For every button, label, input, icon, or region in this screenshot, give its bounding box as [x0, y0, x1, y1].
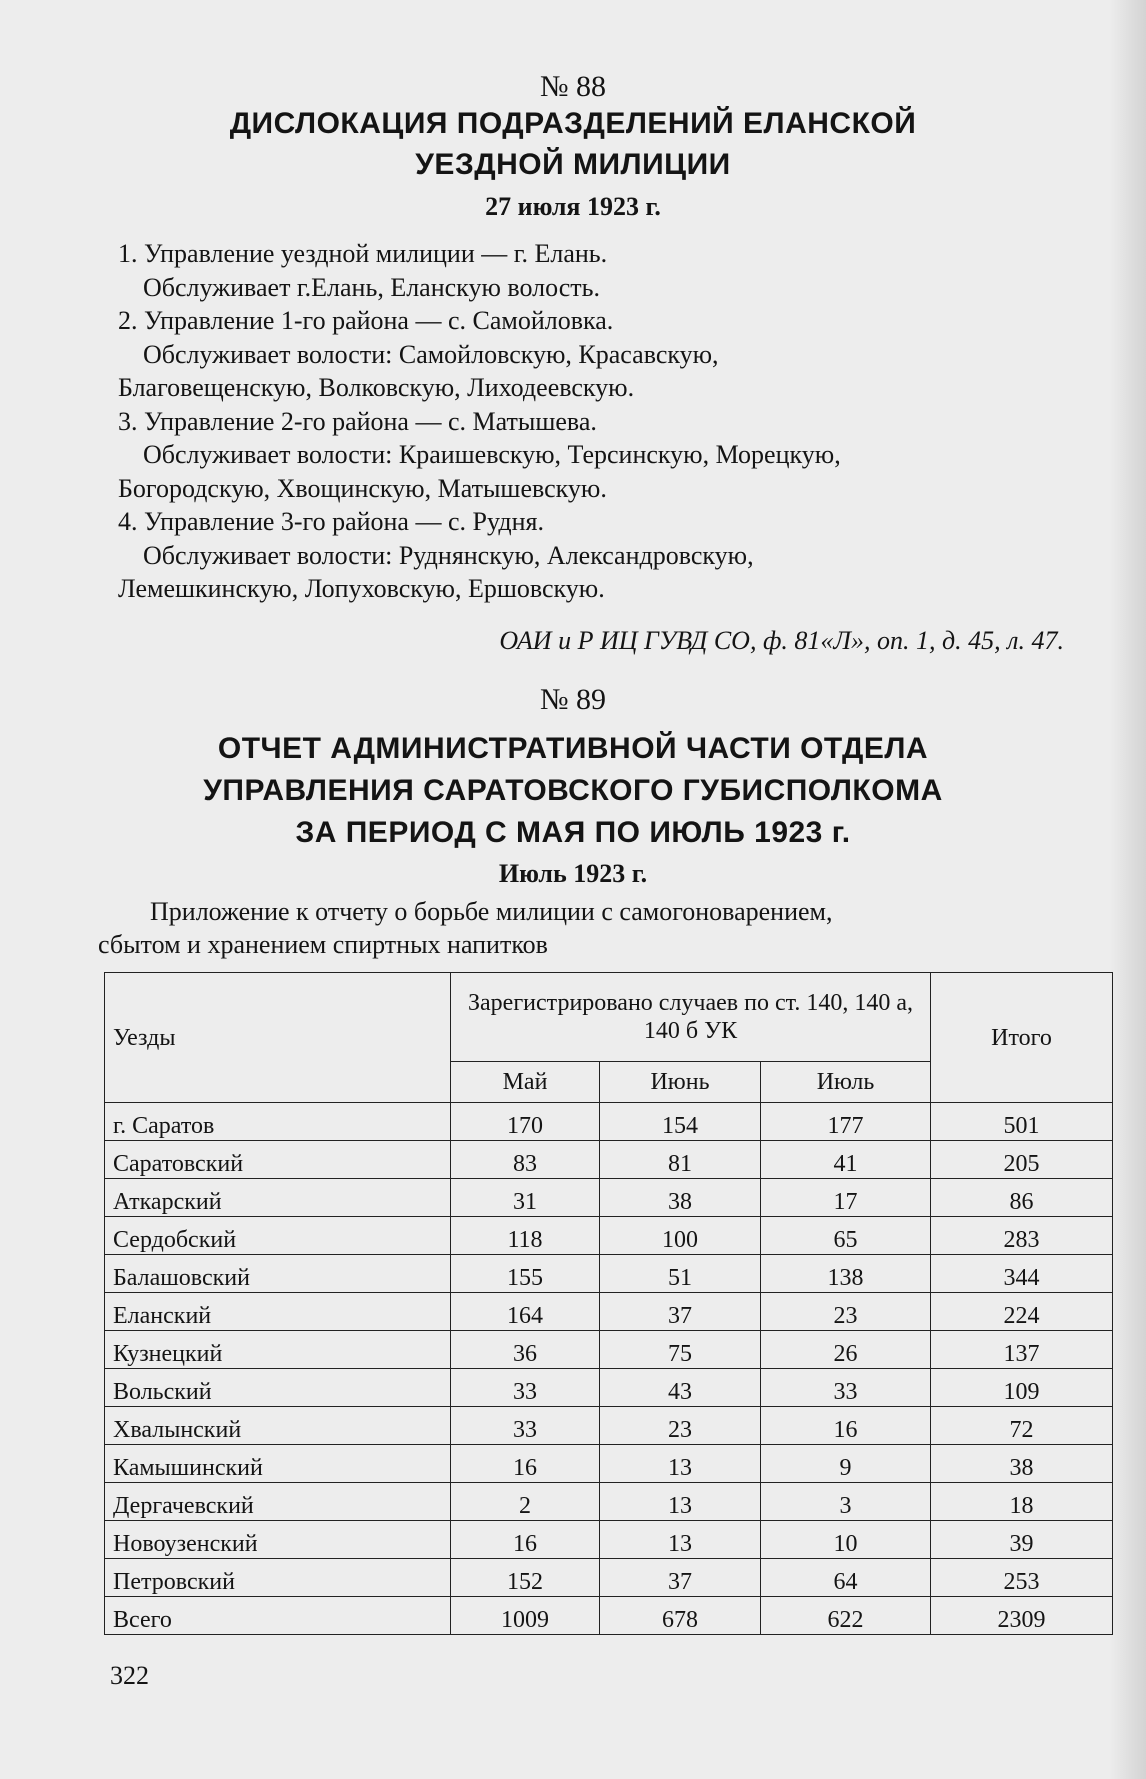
row-june: 75	[600, 1331, 761, 1369]
row-total: 344	[931, 1255, 1113, 1293]
moonshine-cases-table	[104, 972, 1113, 1635]
row-name: Дергачевский	[105, 1483, 451, 1521]
row-july: 65	[761, 1217, 931, 1255]
table-row	[105, 1369, 1113, 1407]
page-number: 322	[110, 1661, 149, 1690]
row-july: 16	[761, 1407, 931, 1445]
doc88-archive-reference: ОАИ и Р ИЦ ГУВД СО, ф. 81«Л», оп. 1, д. 45, л. 47.	[499, 626, 1064, 655]
table-row	[105, 1559, 1113, 1597]
row-name: Аткарский	[105, 1179, 451, 1217]
doc89-intro-line1: Приложение к отчету о борьбе милиции с самогоноварением,	[150, 897, 833, 926]
row-name: Новоузенский	[105, 1521, 451, 1559]
row-june: 37	[600, 1559, 761, 1597]
row-may: 1009	[451, 1597, 600, 1635]
table-row	[105, 1103, 1113, 1141]
row-total: 224	[931, 1293, 1113, 1331]
row-july: 138	[761, 1255, 931, 1293]
row-may: 36	[451, 1331, 600, 1369]
table-header-row	[105, 973, 1113, 1062]
row-june: 13	[600, 1483, 761, 1521]
row-june: 154	[600, 1103, 761, 1141]
row-june: 81	[600, 1141, 761, 1179]
row-may: 33	[451, 1407, 600, 1445]
row-name: Еланский	[105, 1293, 451, 1331]
row-june: 100	[600, 1217, 761, 1255]
doc88-title-line1: ДИСЛОКАЦИЯ ПОДРАЗДЕЛЕНИЙ ЕЛАНСКОЙ	[229, 107, 917, 140]
row-july: 64	[761, 1559, 931, 1597]
table-row	[105, 1407, 1113, 1445]
header-total: Итого	[931, 973, 1113, 1103]
row-total: 72	[931, 1407, 1113, 1445]
doc89-title-line2: УПРАВЛЕНИЯ САРАТОВСКОГО ГУБИСПОЛКОМА	[203, 774, 943, 807]
row-may: 2	[451, 1483, 600, 1521]
doc88-item-2-line1: 2. Управление 1-го района — с. Самойловка.	[118, 306, 614, 335]
header-month-july: Июль	[761, 1062, 931, 1103]
row-total: 39	[931, 1521, 1113, 1559]
row-total: 205	[931, 1141, 1113, 1179]
doc89-title-line1: ОТЧЕТ АДМИНИСТРАТИВНОЙ ЧАСТИ ОТДЕЛА	[217, 732, 929, 765]
row-total: 137	[931, 1331, 1113, 1369]
doc88-item-1-line2: Обслуживает г.Елань, Еланскую волость.	[143, 273, 601, 302]
row-total: 253	[931, 1559, 1113, 1597]
row-july: 23	[761, 1293, 931, 1331]
doc88-item-2-line3: Благовещенскую, Волковскую, Лиходеевскую.	[118, 373, 635, 402]
row-name: Балашовский	[105, 1255, 451, 1293]
doc89-number: № 89	[539, 683, 607, 716]
row-total: 109	[931, 1369, 1113, 1407]
doc88-item-4-line2: Обслуживает волости: Руднянскую, Александровскую,	[143, 541, 754, 570]
row-may: 155	[451, 1255, 600, 1293]
row-may: 118	[451, 1217, 600, 1255]
doc89-title-line3: ЗА ПЕРИОД С МАЯ ПО ИЮЛЬ 1923 г.	[295, 816, 851, 849]
row-total: 18	[931, 1483, 1113, 1521]
row-july: 33	[761, 1369, 931, 1407]
row-may: 16	[451, 1445, 600, 1483]
row-june: 13	[600, 1521, 761, 1559]
row-total: 38	[931, 1445, 1113, 1483]
row-july: 3	[761, 1483, 931, 1521]
row-june: 23	[600, 1407, 761, 1445]
row-total: 86	[931, 1179, 1113, 1217]
row-name: Саратовский	[105, 1141, 451, 1179]
row-july: 10	[761, 1521, 931, 1559]
row-june: 38	[600, 1179, 761, 1217]
row-june: 43	[600, 1369, 761, 1407]
header-month-may: Май	[451, 1062, 600, 1103]
row-june: 678	[600, 1597, 761, 1635]
row-july: 41	[761, 1141, 931, 1179]
row-july: 26	[761, 1331, 931, 1369]
row-july: 177	[761, 1103, 931, 1141]
header-uezd: Уезды	[105, 973, 451, 1103]
row-june: 13	[600, 1445, 761, 1483]
row-may: 31	[451, 1179, 600, 1217]
doc88-item-2-line2: Обслуживает волости: Самойловскую, Красавскую,	[143, 340, 719, 369]
doc88-item-3-line2: Обслуживает волости: Краишевскую, Терсинскую, Морецкую,	[143, 440, 841, 469]
row-total: 2309	[931, 1597, 1113, 1635]
table-row-total	[105, 1597, 1113, 1635]
row-name: г. Саратов	[105, 1103, 451, 1141]
row-name: Кузнецкий	[105, 1331, 451, 1369]
row-june: 37	[600, 1293, 761, 1331]
row-name: Сердобский	[105, 1217, 451, 1255]
doc88-item-3-line1: 3. Управление 2-го района — с. Матышева.	[118, 407, 597, 436]
row-may: 83	[451, 1141, 600, 1179]
table-row	[105, 1445, 1113, 1483]
row-may: 152	[451, 1559, 600, 1597]
row-name: Вольский	[105, 1369, 451, 1407]
table-row	[105, 1483, 1113, 1521]
row-july: 9	[761, 1445, 931, 1483]
doc88-item-1-line1: 1. Управление уездной милиции — г. Елань.	[118, 239, 608, 268]
row-name: Всего	[105, 1597, 451, 1635]
table-row	[105, 1521, 1113, 1559]
row-july: 622	[761, 1597, 931, 1635]
doc88-number: № 88	[539, 70, 607, 103]
doc88-item-4-line3: Лемешкинскую, Лопуховскую, Ершовскую.	[118, 574, 605, 603]
row-total: 501	[931, 1103, 1113, 1141]
row-may: 164	[451, 1293, 600, 1331]
doc88-item-4-line1: 4. Управление 3-го района — с. Рудня.	[118, 507, 544, 536]
header-month-june: Июнь	[600, 1062, 761, 1103]
doc89-intro-line2: сбытом и хранением спиртных напитков	[98, 930, 548, 959]
table-row	[105, 1141, 1113, 1179]
doc88-item-3-line3: Богородскую, Хвощинскую, Матышевскую.	[118, 474, 607, 503]
row-june: 51	[600, 1255, 761, 1293]
row-name: Петровский	[105, 1559, 451, 1597]
row-may: 170	[451, 1103, 600, 1141]
table-row	[105, 1217, 1113, 1255]
table-row	[105, 1255, 1113, 1293]
row-july: 17	[761, 1179, 931, 1217]
doc88-title-line2: УЕЗДНОЙ МИЛИЦИИ	[415, 148, 731, 181]
doc89-date: Июль 1923 г.	[498, 859, 648, 888]
table-row	[105, 1331, 1113, 1369]
row-may: 16	[451, 1521, 600, 1559]
table-row	[105, 1293, 1113, 1331]
row-name: Камышинский	[105, 1445, 451, 1483]
row-name: Хвалынский	[105, 1407, 451, 1445]
doc88-date: 27 июля 1923 г.	[485, 192, 661, 221]
row-total: 283	[931, 1217, 1113, 1255]
table-row	[105, 1179, 1113, 1217]
header-registered-cases: Зарегистрировано случаев по ст. 140, 140 а, 140 б УК	[451, 973, 931, 1062]
row-may: 33	[451, 1369, 600, 1407]
